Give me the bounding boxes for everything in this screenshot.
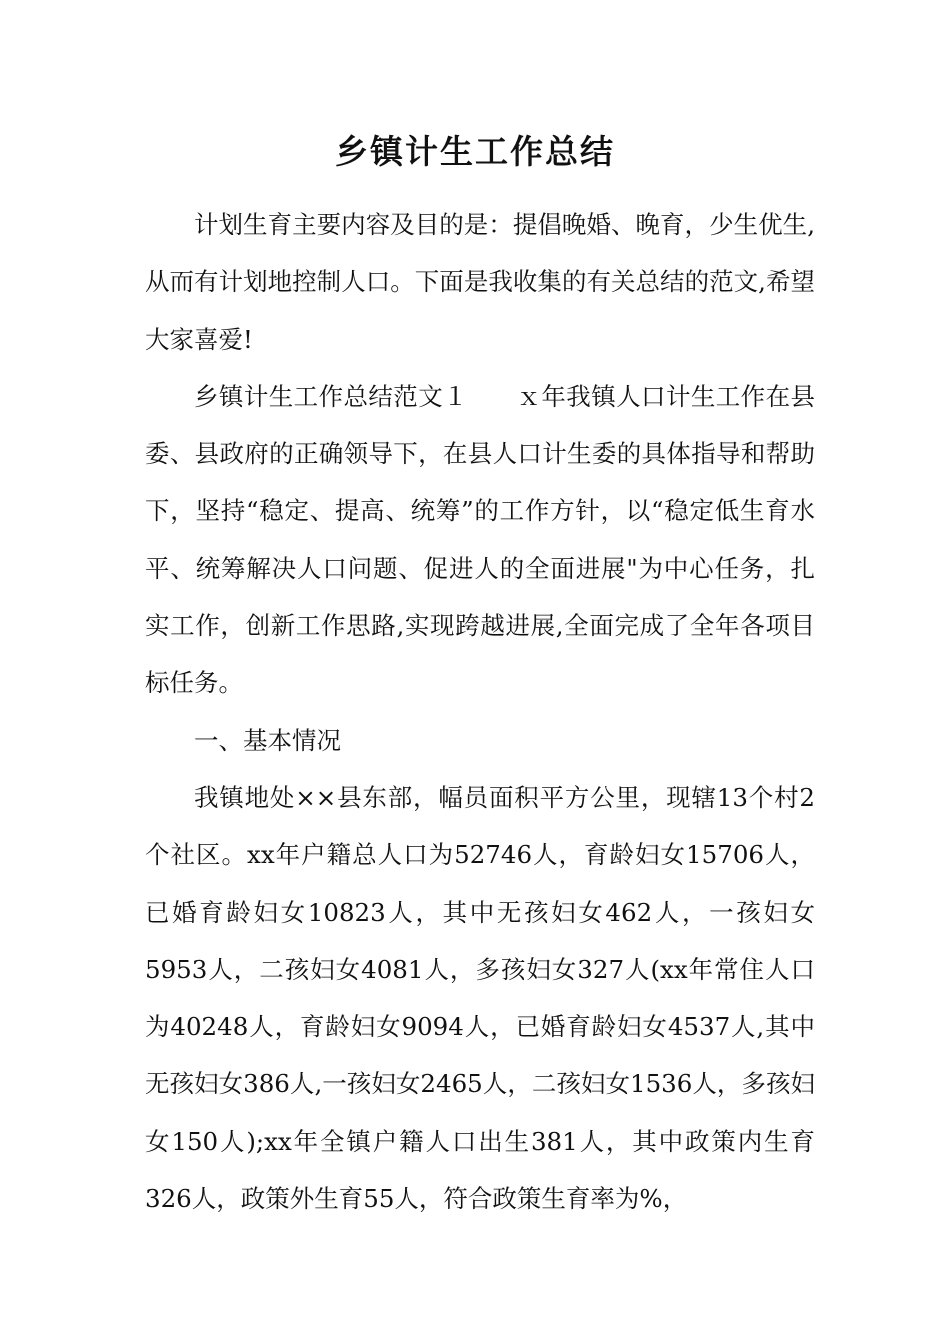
sample-paragraph bbox=[145, 368, 815, 712]
section-heading bbox=[145, 712, 815, 769]
intro-paragraph bbox=[145, 196, 815, 368]
document-title: 乡镇计生工作总结 bbox=[335, 132, 615, 171]
sample-heading: 乡镇计生工作总结范文１ bbox=[194, 381, 469, 411]
paragraph-text: 计划生育主要内容及目的是：提倡晚婚、晚育，少生优生,从而有计划地控制人口。下面是我收集的有关总结的范文,希望大家喜爱! bbox=[145, 210, 815, 354]
basic-info-paragraph bbox=[145, 769, 815, 1227]
section-heading-text: 一、基本情况 bbox=[194, 725, 341, 755]
document-body bbox=[145, 196, 815, 1227]
paragraph-text: 我镇地处××县东部，幅员面积平方公里，现辖13个村2个社区。xx年户籍总人口为52746人，育龄妇女15706人，已婚育龄妇女10823人，其中无孩妇女462人，一孩妇女5953人，二孩妇女4081人，多孩妇女327人(xx年常住人口为40248人，育龄妇女9094人，已婚育龄妇女4537人,其中无孩妇女386人,一孩妇女2465人，二孩妇女1536人，多孩妇女150人);xx年全镇户籍人口出生381人，其中政策内生育326人，政策外生育55人，符合政策生育率为%， bbox=[145, 782, 815, 1214]
paragraph-text: ｘ年我镇人口计生工作在县委、县政府的正确领导下，在县人口计生委的具体指导和帮助下，坚持“稳定、提高、统筹”的工作方针，以“稳定低生育水平、统筹解决人口问题、促进人的全面进展"为中心任务，扎实工作，创新工作思路,实现跨越进展,全面完成了全年各项目标任务。 bbox=[145, 381, 816, 698]
